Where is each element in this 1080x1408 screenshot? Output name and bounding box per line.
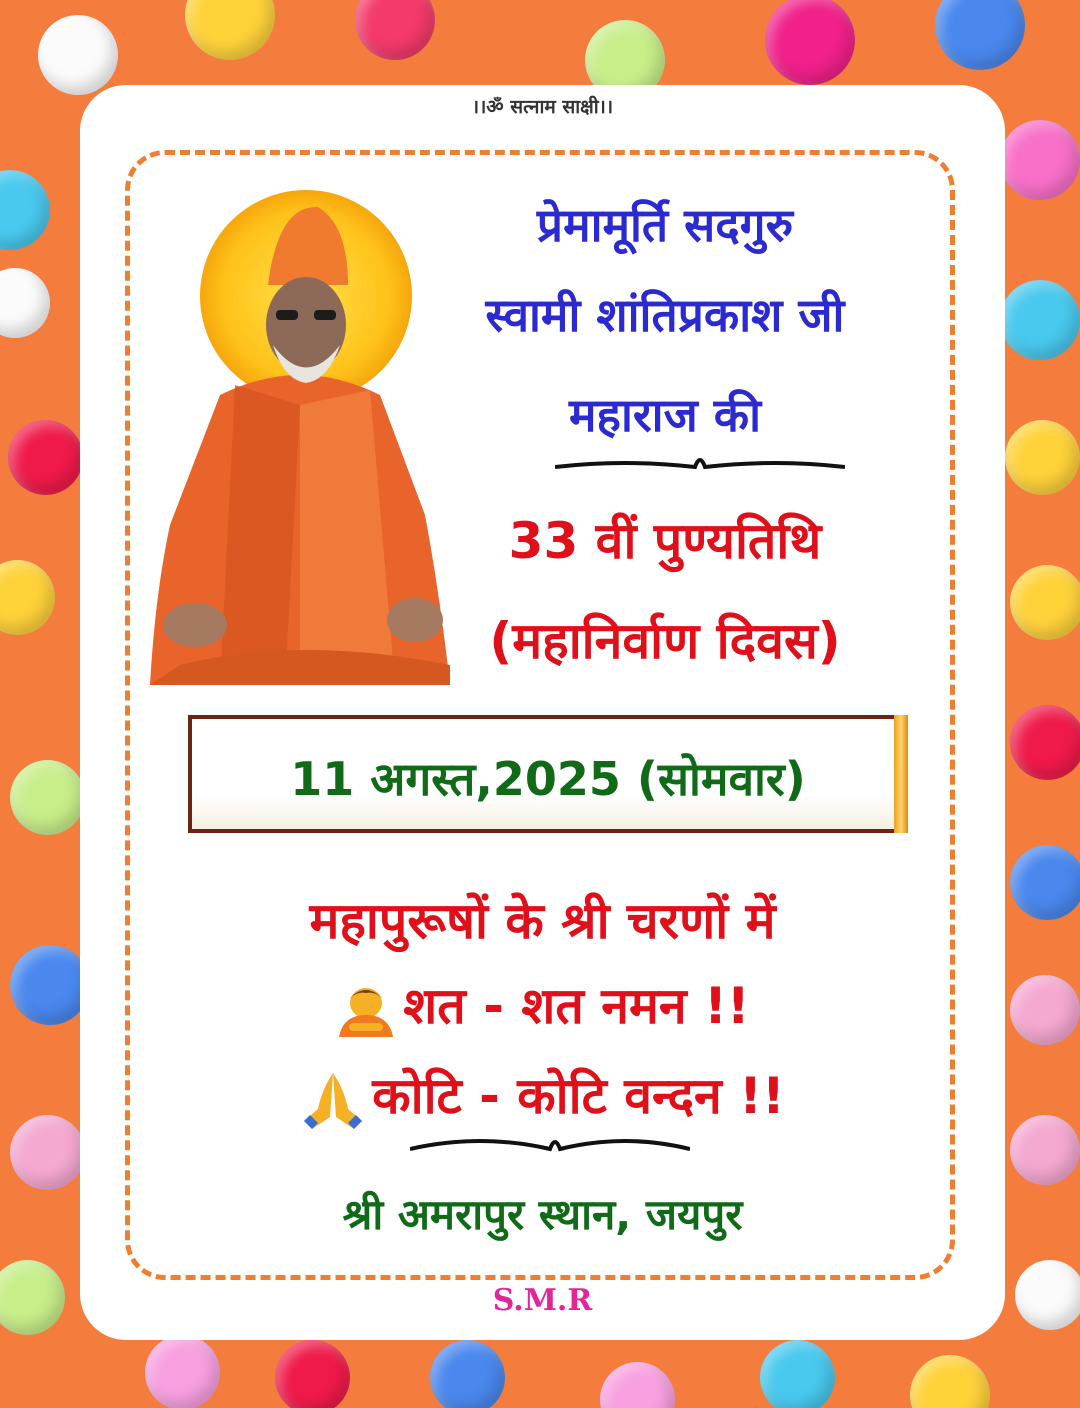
polka-dot	[0, 560, 55, 635]
salutation-line-2-text: शत - शत नमन !!	[403, 977, 750, 1035]
polka-dot	[355, 0, 435, 60]
polka-dot	[1000, 120, 1080, 200]
polka-dot	[0, 268, 50, 338]
sacred-chant: ।।ॐ सत्नाम साक्षी।।	[471, 96, 614, 118]
polka-dot	[1005, 420, 1080, 495]
polka-dot	[1010, 705, 1080, 780]
polka-dot	[1010, 845, 1080, 920]
polka-dot	[275, 1340, 350, 1408]
polka-dot	[1000, 280, 1080, 360]
occasion-line-1: 33 वीं पुण्यतिथि	[508, 512, 822, 570]
salutation-line-3	[80, 1060, 1005, 1131]
footer-credit: S.M.R	[492, 1283, 593, 1318]
divider-swash-top	[555, 453, 845, 477]
poster-card	[80, 85, 1005, 1340]
guru-figure	[150, 365, 450, 685]
polka-dot	[1015, 1260, 1080, 1330]
salutation-line-3-text: कोटि - कोटि वन्दन !!	[372, 1067, 785, 1125]
polka-dot	[430, 1340, 505, 1408]
bowing-person-icon	[335, 981, 397, 1039]
salutation-line-1: महापुरूषों के श्री चरणों में	[309, 892, 776, 950]
title-line-1: प्रेमामूर्ति सदगुरु	[536, 198, 794, 252]
date-box	[188, 715, 908, 833]
polka-dot	[8, 420, 83, 495]
folded-hands-icon	[300, 1069, 366, 1131]
event-date: 11 अगस्त,2025 (सोमवार)	[290, 752, 806, 806]
polka-dot	[935, 0, 1025, 70]
polka-dot	[760, 1340, 835, 1408]
polka-dot	[145, 1335, 220, 1408]
guru-head	[248, 205, 363, 395]
footer-place: श्री अमरापुर स्थान, जयपुर	[342, 1190, 743, 1239]
polka-dot	[0, 1260, 65, 1335]
polka-dot	[1010, 975, 1080, 1045]
title-line-2: स्वामी शांतिप्रकाश जी	[485, 288, 845, 342]
polka-dot	[10, 760, 85, 835]
divider-swash-bottom	[410, 1133, 690, 1159]
polka-dot	[0, 170, 50, 250]
polka-dot	[1010, 1115, 1080, 1185]
polka-dot	[600, 1362, 675, 1408]
title-line-3: महाराज की	[569, 388, 761, 442]
polka-dot	[1010, 565, 1080, 640]
polka-dot	[10, 1115, 85, 1190]
polka-dot	[185, 0, 275, 60]
polka-dot	[910, 1355, 990, 1408]
polka-dot	[38, 15, 118, 95]
polka-dot	[765, 0, 855, 85]
polka-dot	[10, 945, 90, 1025]
occasion-line-2: (महानिर्वाण दिवस)	[489, 612, 841, 670]
salutation-line-2	[80, 970, 1005, 1039]
